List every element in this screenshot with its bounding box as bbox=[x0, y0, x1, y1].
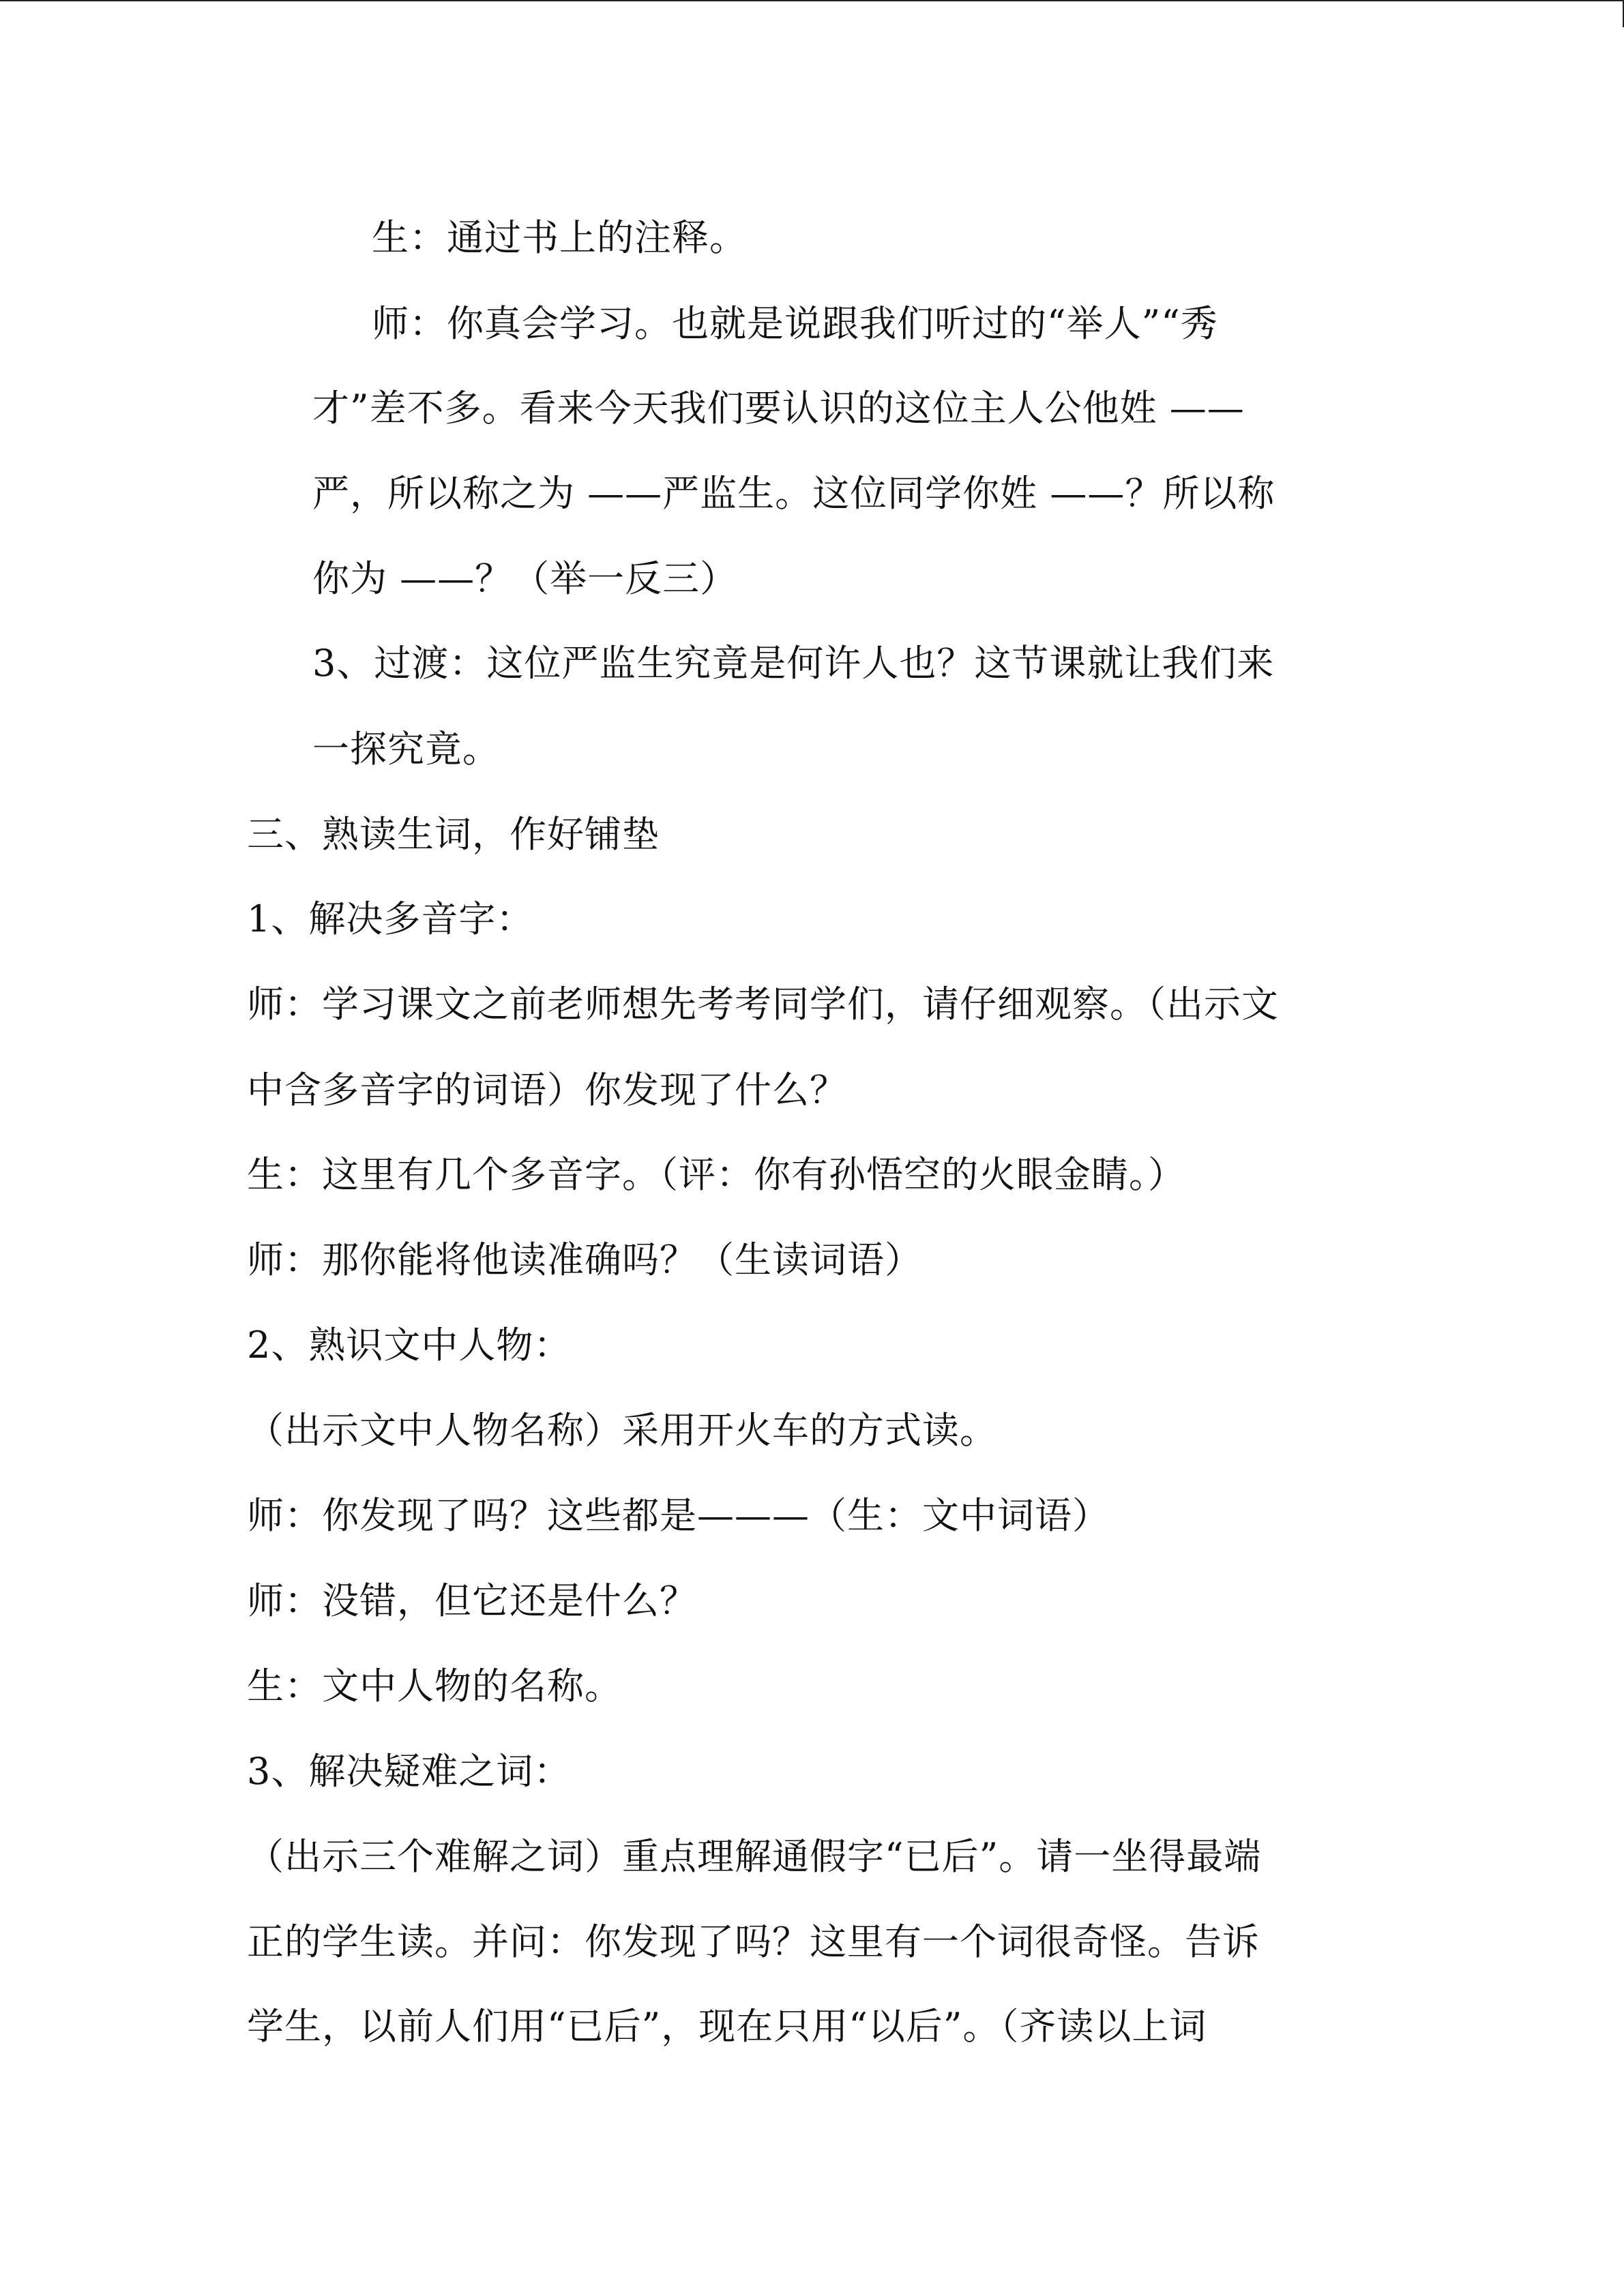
section-heading: 三、熟读生词，作好铺垫 bbox=[247, 813, 660, 856]
text-line: 师：学习课文之前老师想先考考同学们，请仔细观察。（出示文 bbox=[247, 983, 1279, 1026]
text-line: 师：没错，但它还是什么？ bbox=[247, 1579, 697, 1622]
text-line: 师：你真会学习。也就是说跟我们听过的“举人”“秀 bbox=[372, 302, 1218, 345]
text-line: 3、过渡：这位严监生究竟是何许人也？这节课就让我们来 bbox=[312, 642, 1275, 685]
text-line: 你为 ——？（举一反三） bbox=[312, 557, 738, 600]
text-line: 正的学生读。并问：你发现了吗？这里有一个词很奇怪。告诉 bbox=[247, 1920, 1260, 1963]
text-line: 生：通过书上的注释。 bbox=[372, 216, 747, 259]
subsection-heading: 1、解决多音字： bbox=[247, 897, 534, 940]
text-line: 学生，以前人们用“已后”，现在只用“以后”。（齐读以上词 bbox=[247, 2005, 1207, 2048]
text-line: 才”差不多。看来今天我们要认识的这位主人公他姓 —— bbox=[312, 387, 1245, 430]
subsection-heading: 2、熟识文中人物： bbox=[247, 1324, 572, 1367]
text-line: 师：你发现了吗？这些都是———（生：文中词语） bbox=[247, 1494, 1110, 1537]
subsection-heading: 3、解决疑难之词： bbox=[247, 1750, 572, 1793]
text-line: （出示三个难解之词）重点理解通假字“已后”。请一坐得最端 bbox=[247, 1835, 1262, 1878]
text-line: 生：这里有几个多音字。（评：你有孙悟空的火眼金睛。） bbox=[247, 1153, 1185, 1196]
text-line: 严，所以称之为 ——严监生。这位同学你姓 ——？所以称 bbox=[312, 472, 1275, 515]
text-line: 中含多音字的词语）你发现了什么？ bbox=[247, 1069, 847, 1112]
text-line: 生：文中人物的名称。 bbox=[247, 1665, 622, 1708]
text-line: 一探究竟。 bbox=[312, 728, 500, 771]
text-line: 师：那你能将他读准确吗？（生读词语） bbox=[247, 1238, 922, 1281]
text-line: （出示文中人物名称）采用开火车的方式读。 bbox=[247, 1409, 997, 1452]
top-border bbox=[0, 0, 1624, 1]
